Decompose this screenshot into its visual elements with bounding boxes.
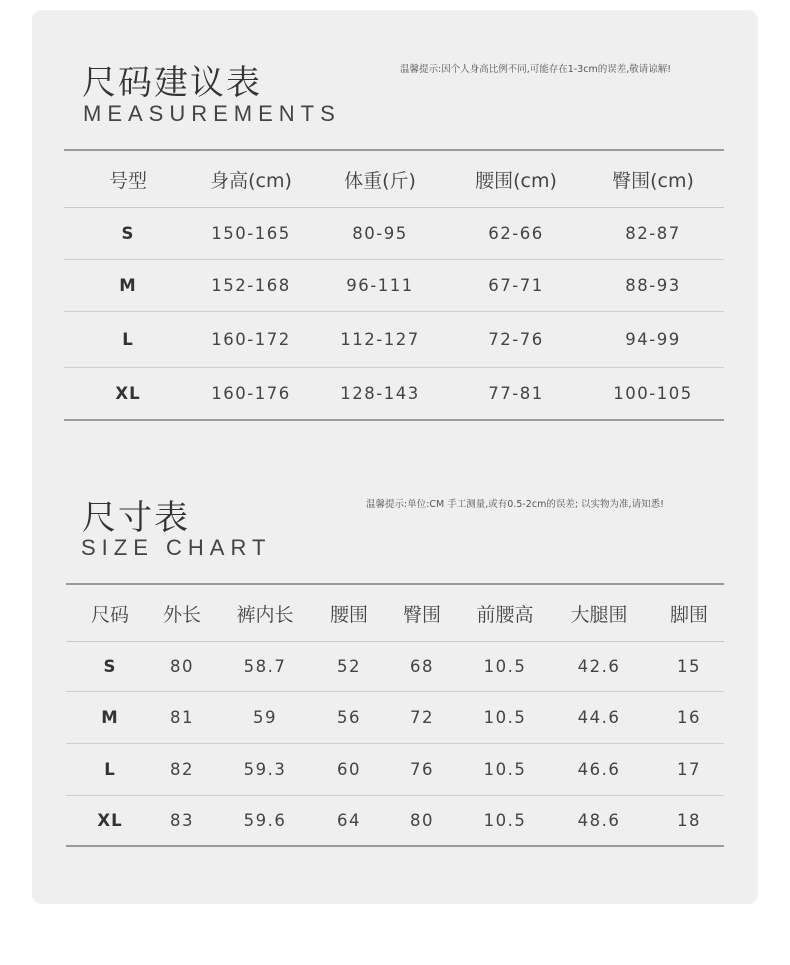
table-cell: 64: [337, 810, 361, 830]
col-header-size: 号型: [64, 150, 192, 208]
table-row: [64, 368, 724, 420]
table-row: [66, 692, 724, 744]
table-cell: 128-143: [340, 383, 420, 403]
table-cell: 68: [378, 642, 466, 692]
col-header-leg-opening: 脚围: [654, 584, 724, 642]
size-chart-note: 温馨提示:单位:CM 手工测量,或有0.5-2cm的误差; 以实物为准,请知悉!: [366, 499, 664, 510]
size-cell: XL: [115, 383, 141, 403]
size-cell: M: [64, 260, 192, 312]
table-cell: 10.5: [466, 692, 544, 744]
table-cell: 42.6: [544, 642, 654, 692]
table-row: [64, 208, 724, 260]
table-cell: 82: [154, 744, 210, 796]
table-cell: 77-81: [488, 383, 544, 403]
measurements-subtitle: MEASUREMENTS: [83, 101, 341, 126]
table-row: [66, 642, 724, 692]
table-cell: 18: [677, 810, 701, 830]
size-chart-table: [66, 583, 724, 847]
table-cell: 10.5: [483, 810, 527, 830]
table-cell: 112-127: [310, 312, 450, 368]
table-cell: 46.6: [544, 744, 654, 796]
table-cell: 94-99: [582, 312, 724, 368]
table-cell: 10.5: [466, 642, 544, 692]
table-cell: 17: [654, 744, 724, 796]
size-cell: M: [66, 692, 154, 744]
table-row: [64, 260, 724, 312]
table-cell: 15: [654, 642, 724, 692]
size-cell: L: [64, 312, 192, 368]
table-cell: 58.7: [210, 642, 320, 692]
table-row: [66, 744, 724, 796]
size-cell: XL: [97, 810, 123, 830]
table-cell: 76: [378, 744, 466, 796]
table-cell: 16: [654, 692, 724, 744]
size-chart-title: 尺寸表: [82, 498, 190, 538]
col-header-inseam: 裤内长: [210, 584, 320, 642]
col-header-height: 身高(cm): [192, 150, 310, 208]
measurements-table: [64, 149, 724, 421]
size-cell: S: [66, 642, 154, 692]
table-row: [64, 312, 724, 368]
col-header-waist: 腰围: [320, 584, 378, 642]
table-cell: 160-172: [192, 312, 310, 368]
table-cell: 81: [154, 692, 210, 744]
measurements-header-row: [64, 150, 724, 208]
table-cell: 160-176: [211, 383, 291, 403]
col-header-front-rise: 前腰高: [466, 584, 544, 642]
size-chart-subtitle: SIZE CHART: [81, 535, 272, 560]
col-header-hip: 臀围(cm): [582, 150, 724, 208]
table-cell: 72-76: [450, 312, 582, 368]
col-header-waist: 腰围(cm): [450, 150, 582, 208]
table-cell: 100-105: [613, 383, 693, 403]
table-cell: 60: [320, 744, 378, 796]
table-cell: 59.6: [243, 810, 287, 830]
table-cell: 150-165: [192, 208, 310, 260]
table-cell: 88-93: [582, 260, 724, 312]
table-cell: 96-111: [310, 260, 450, 312]
table-cell: 67-71: [450, 260, 582, 312]
col-header-outseam: 外长: [154, 584, 210, 642]
table-cell: 59.3: [210, 744, 320, 796]
size-cell: L: [66, 744, 154, 796]
size-chart-header-row: [66, 584, 724, 642]
table-cell: 83: [170, 810, 194, 830]
table-cell: 52: [320, 642, 378, 692]
table-cell: 56: [320, 692, 378, 744]
table-cell: 62-66: [450, 208, 582, 260]
col-header-hip: 臀围: [378, 584, 466, 642]
col-header-weight: 体重(斤): [310, 150, 450, 208]
table-row: [66, 796, 724, 846]
table-cell: 48.6: [577, 810, 621, 830]
measurements-note: 温馨提示:因个人身高比例不同,可能存在1-3cm的误差,敬请谅解!: [400, 64, 672, 75]
table-cell: 44.6: [544, 692, 654, 744]
measurements-title: 尺码建议表: [82, 63, 262, 103]
table-cell: 82-87: [582, 208, 724, 260]
table-cell: 80: [410, 810, 434, 830]
table-cell: 10.5: [466, 744, 544, 796]
col-header-thigh: 大腿围: [544, 584, 654, 642]
table-cell: 59: [210, 692, 320, 744]
table-cell: 80: [154, 642, 210, 692]
table-cell: 152-168: [192, 260, 310, 312]
col-header-size: 尺码: [66, 584, 154, 642]
size-cell: S: [64, 208, 192, 260]
table-cell: 80-95: [310, 208, 450, 260]
table-cell: 72: [378, 692, 466, 744]
